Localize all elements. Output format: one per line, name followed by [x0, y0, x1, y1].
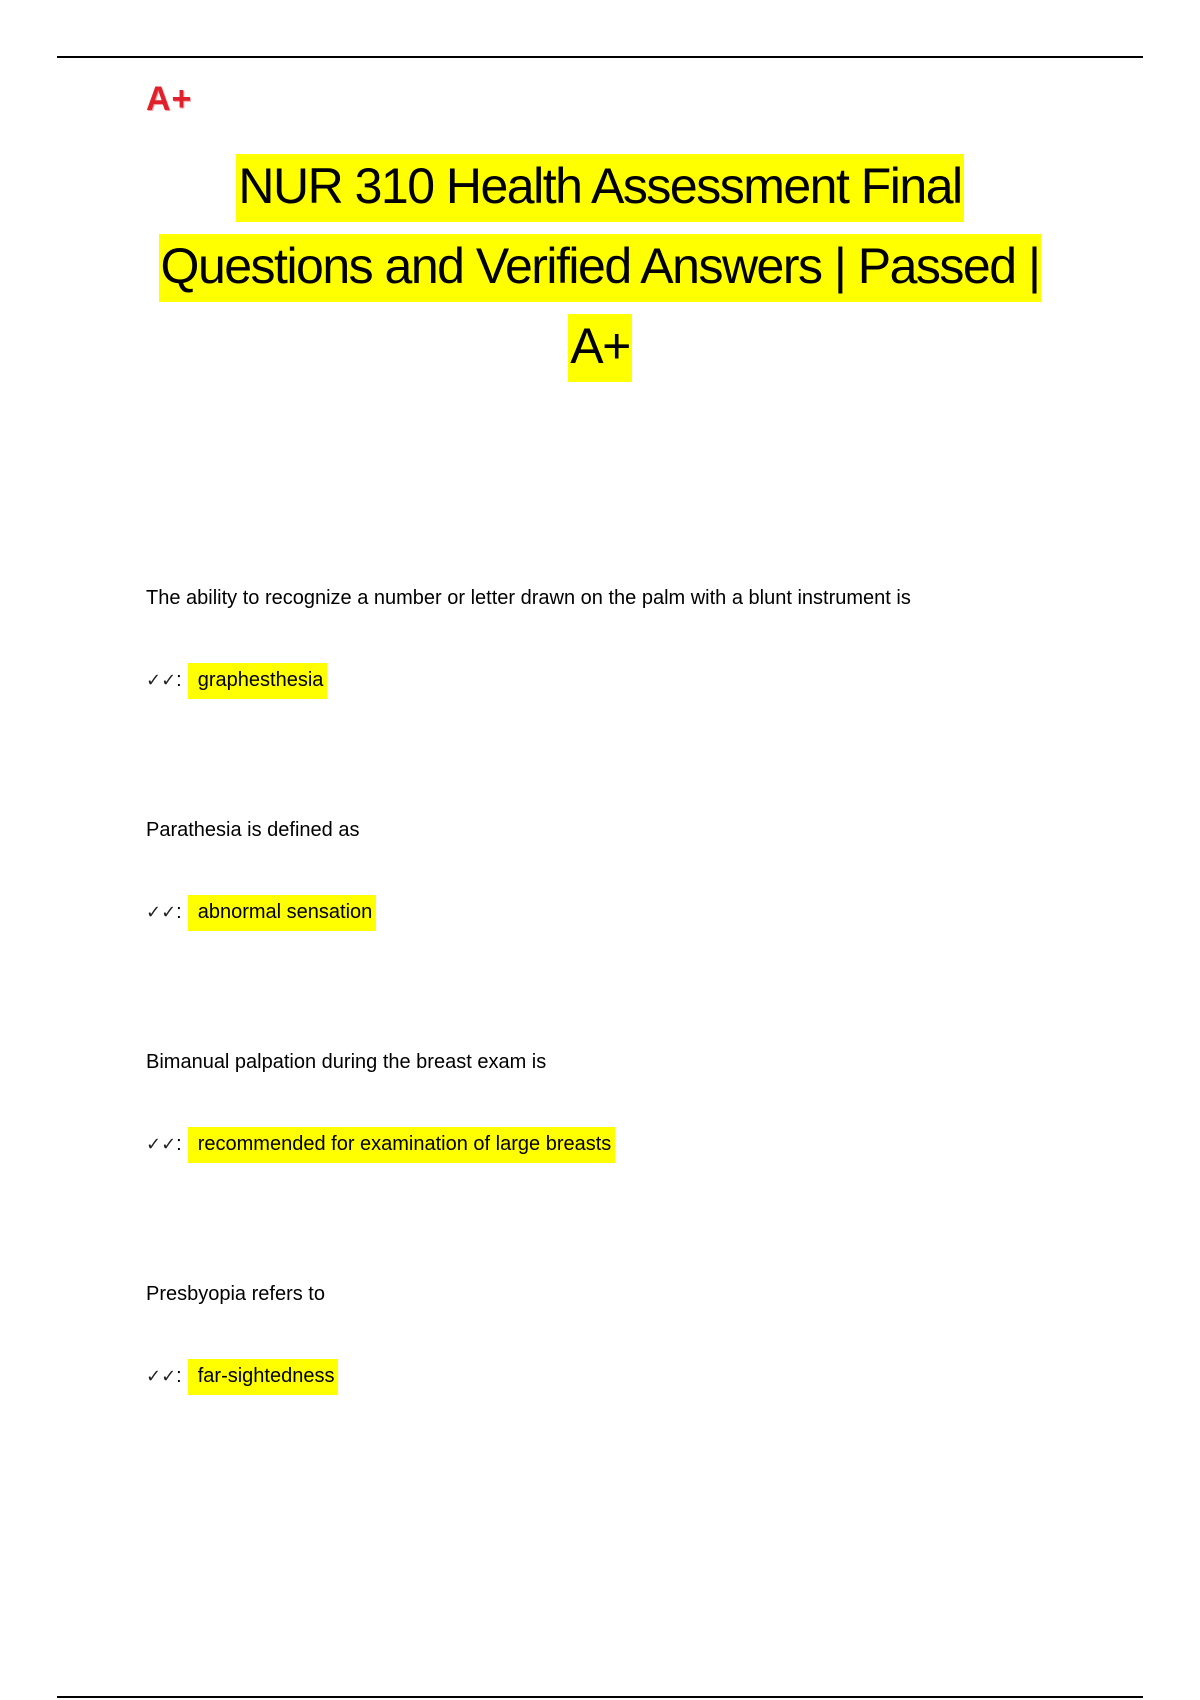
top-rule [57, 56, 1143, 58]
qa-item [146, 1048, 1106, 1280]
answer-row [146, 662, 327, 699]
bottom-rule [57, 1696, 1143, 1698]
title-line-text: A+ [568, 314, 632, 382]
question-text: Parathesia is defined as [146, 819, 360, 841]
answer-separator: : [176, 1133, 182, 1155]
question-text: The ability to recognize a number or letter drawn on the palm with a blunt instrument is [146, 587, 911, 609]
answer-text: abnormal sensation [188, 895, 377, 931]
qa-item [146, 584, 1106, 816]
grade-mark: A+ [146, 80, 193, 118]
question-text: Presbyopia refers to [146, 1283, 325, 1305]
answer-row [146, 1358, 338, 1395]
answer-text: recommended for examination of large breasts [188, 1127, 616, 1163]
answer-text: graphesthesia [188, 663, 328, 699]
title-line-text: NUR 310 Health Assessment Final [236, 154, 963, 222]
title-line [100, 306, 1100, 386]
answer-row [146, 1126, 615, 1163]
double-checkmark-icon: ✓✓ [146, 1366, 177, 1387]
title-line-text: Questions and Verified Answers | Passed | [159, 234, 1042, 302]
title-line [100, 146, 1100, 226]
document-title [100, 146, 1100, 386]
double-checkmark-icon: ✓✓ [146, 670, 177, 691]
answer-text: far-sightedness [188, 1359, 339, 1395]
double-checkmark-icon: ✓✓ [146, 902, 177, 923]
double-checkmark-icon: ✓✓ [146, 1134, 177, 1155]
title-line [100, 226, 1100, 306]
qa-item [146, 1280, 1106, 1512]
qa-list [146, 584, 1106, 1512]
qa-item [146, 816, 1106, 1048]
answer-separator: : [176, 669, 182, 691]
question-text: Bimanual palpation during the breast exam is [146, 1051, 547, 1073]
answer-separator: : [176, 901, 182, 923]
answer-separator: : [176, 1365, 182, 1387]
answer-row [146, 894, 376, 931]
